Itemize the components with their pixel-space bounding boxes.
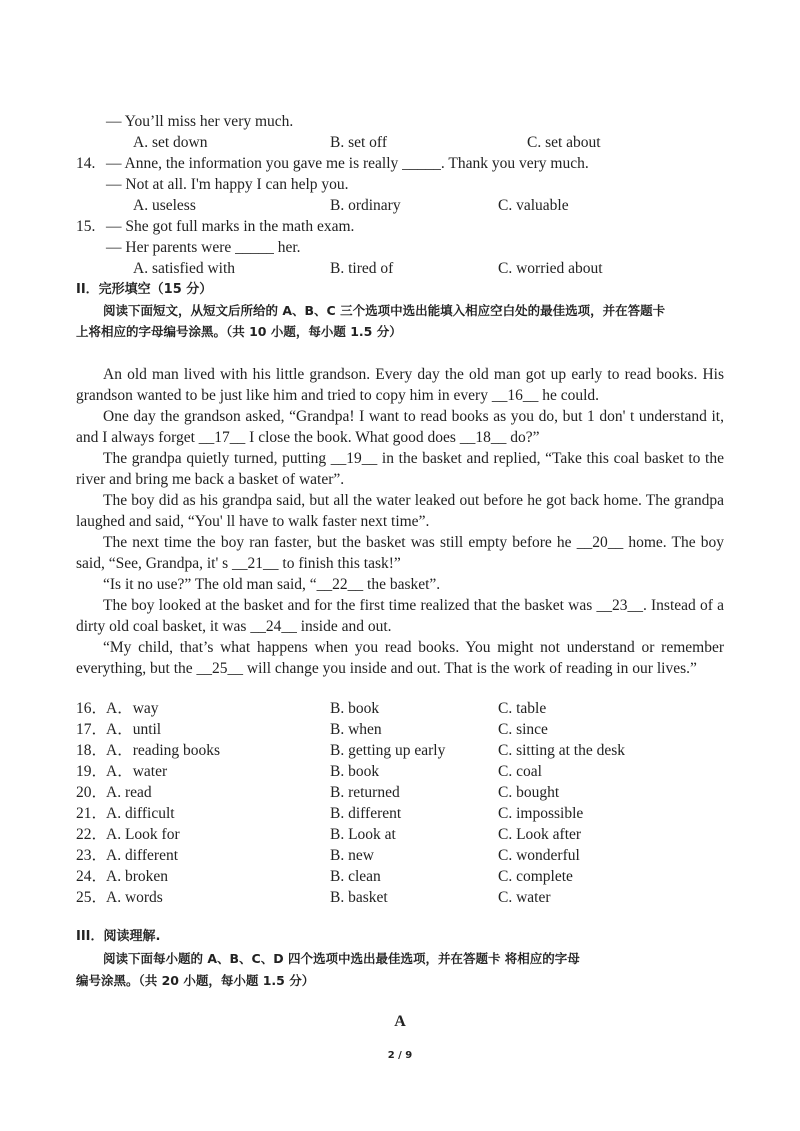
passage-paragraph-7: The boy looked at the basket and for the first time realized that the basket was __23__. Instead of a dirty old coal basket, it was __24__ inside and out.: [76, 597, 724, 635]
option-b: B. book: [330, 700, 380, 717]
option-b: B. different: [330, 805, 402, 822]
option-number: 16．: [76, 700, 108, 717]
option-a: A. words: [106, 889, 163, 906]
passage-paragraph-8: “My child, that’s what happens when you read books. You might not understand or remember everything, but the __25__ will change you inside and out. That is the work of reading in our lives.”: [76, 639, 724, 677]
option-c: C. complete: [498, 868, 573, 885]
option-b: B. getting up early: [330, 742, 446, 759]
option-a: A. read: [106, 784, 152, 801]
option-a: A. Look for: [106, 826, 180, 843]
q13-option-c: C. set about: [527, 134, 601, 151]
option-b: B. new: [330, 847, 374, 864]
section2-instruction-line2: 上将相应的字母编号涂黑。（共 10 小题，每小题 1.5 分）: [76, 324, 402, 339]
option-c: C. since: [498, 721, 548, 738]
option-c: C. water: [498, 889, 551, 906]
option-number: 25．: [76, 889, 108, 906]
q15-option-c: C. worried about: [498, 260, 603, 277]
option-c: C. impossible: [498, 805, 584, 822]
option-c: C. coal: [498, 763, 542, 780]
q14-option-b: B. ordinary: [330, 197, 401, 214]
passage-paragraph-3: The grandpa quietly turned, putting __19__ in the basket and replied, “Take this coal basket to the river and bring me back a basket of water”.: [76, 450, 724, 488]
option-number: 18．: [76, 742, 108, 759]
option-number: 19．: [76, 763, 108, 780]
option-number: 21．: [76, 805, 108, 822]
q15-line1: — She got full marks in the math exam.: [106, 218, 355, 235]
section2-instruction-line1: 阅读下面短文，从短文后所给的 A、B、C 三个选项中选出能填入相应空白处的最佳选项，并在答题卡: [103, 303, 666, 318]
option-b: B. basket: [330, 889, 388, 906]
option-number: 22．: [76, 826, 108, 843]
option-number: 23．: [76, 847, 108, 864]
option-c: C. Look after: [498, 826, 582, 843]
passage-paragraph-1: An old man lived with his little grandson. Every day the old man got up early to read books. His grandson wanted to be just like him and tried to copy him in every __16__ he could.: [76, 366, 724, 404]
option-b: B. Look at: [330, 826, 396, 843]
q15-option-a: A. satisfied with: [133, 260, 236, 277]
q13-reply: — You’ll miss her very much.: [106, 113, 294, 130]
passage-paragraph-6: “Is it no use?” The old man said, “__22__ the basket”.: [103, 576, 441, 593]
option-a: A．water: [106, 763, 168, 780]
q15-option-b: B. tired of: [330, 260, 394, 277]
q13-option-a: A. set down: [133, 134, 208, 151]
passage-paragraph-5: The next time the boy ran faster, but the basket was still empty before he __20__ home. The boy said, “See, Grandpa, it' s __21__ to finish this task!”: [76, 534, 724, 572]
option-number: 17．: [76, 721, 108, 738]
option-a: A. difficult: [106, 805, 175, 822]
section3-instruction-line2: 编号涂黑。（共 20 小题，每小题 1.5 分）: [76, 973, 315, 988]
option-a: A．way: [106, 700, 159, 717]
q15-line2: — Her parents were _____ her.: [106, 239, 301, 256]
passage-paragraph-4: The boy did as his grandpa said, but all the water leaked out before he got back home. The grandpa laughed and said, “You' ll have to walk faster next time”.: [76, 492, 724, 530]
option-c: C. bought: [498, 784, 560, 801]
q14-number: 14.: [76, 155, 96, 172]
passage-label: A: [394, 1013, 406, 1030]
q14-option-c: C. valuable: [498, 197, 569, 214]
passage-paragraph-2: One day the grandson asked, “Grandpa! I want to read books as you do, but 1 don' t understand it, and I always forget __17__ I close the book. What good does __18__ do?”: [76, 408, 724, 446]
page-number: 2 / 9: [387, 1050, 413, 1061]
section3-instruction-line1: 阅读下面每小题的 A、B、C、D 四个选项中选出最佳选项，并在答题卡 将相应的字母: [103, 951, 580, 966]
section2-title: II．完形填空（15 分）: [76, 282, 213, 297]
option-b: B. returned: [330, 784, 400, 801]
section3-title: III．阅读理解.: [76, 929, 161, 944]
option-a: A．reading books: [106, 742, 221, 759]
q14-line1: — Anne, the information you gave me is really _____. Thank you very much.: [106, 155, 589, 172]
option-b: B. book: [330, 763, 380, 780]
option-number: 20．: [76, 784, 108, 801]
option-c: C. sitting at the desk: [498, 742, 626, 759]
q14-option-a: A. useless: [133, 197, 196, 214]
q15-number: 15.: [76, 218, 96, 235]
q13-option-b: B. set off: [330, 134, 387, 151]
option-b: B. clean: [330, 868, 381, 885]
option-a: A. broken: [106, 868, 168, 885]
option-c: C. table: [498, 700, 547, 717]
option-number: 24．: [76, 868, 108, 885]
option-a: A. different: [106, 847, 179, 864]
q14-line2: — Not at all. I'm happy I can help you.: [106, 176, 349, 193]
option-b: B. when: [330, 721, 382, 738]
option-a: A．until: [106, 721, 162, 738]
option-c: C. wonderful: [498, 847, 580, 864]
